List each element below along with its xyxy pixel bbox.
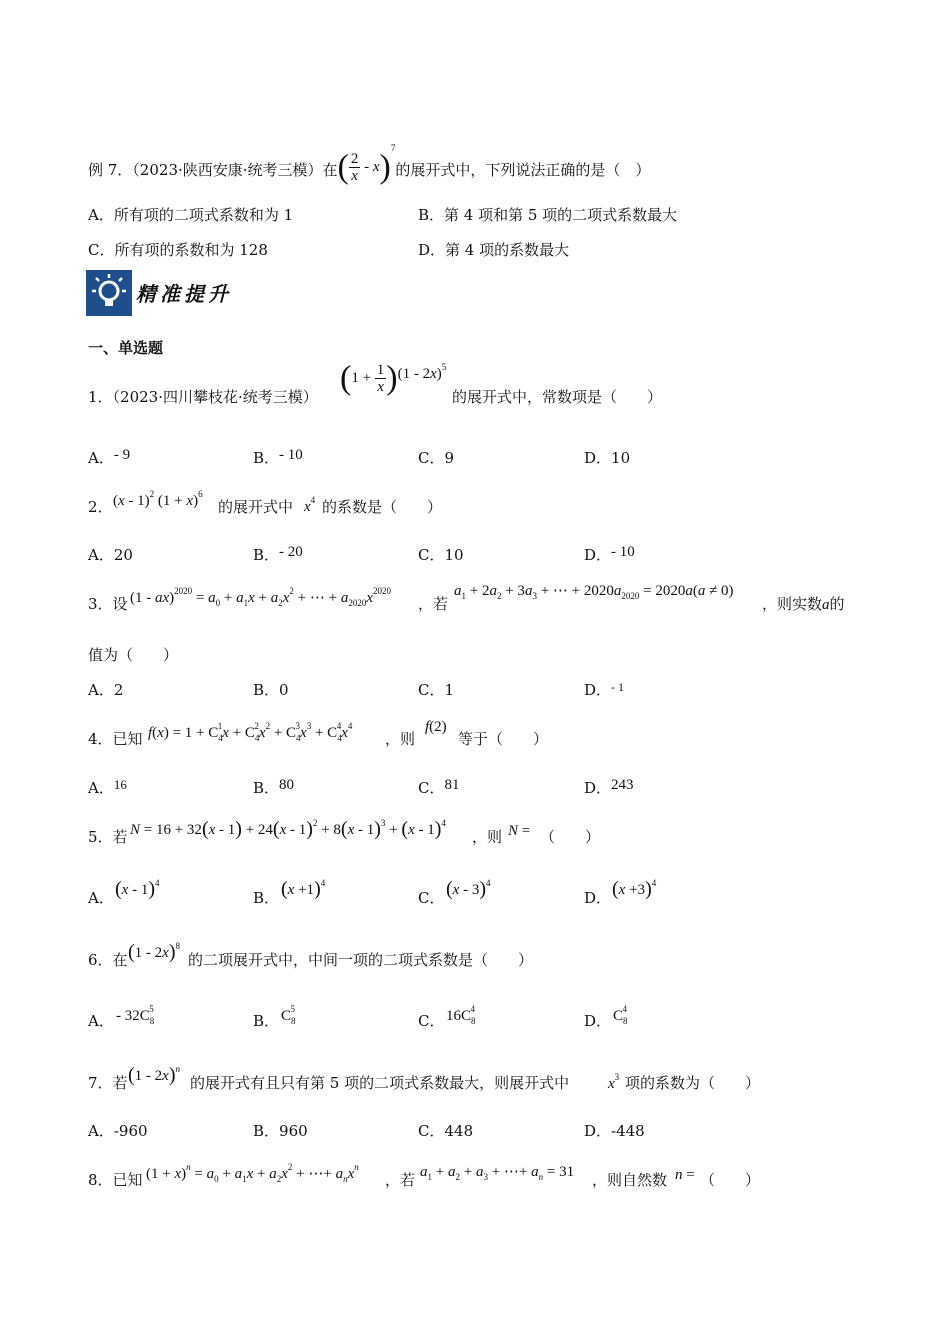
q8-condition: $a_1 + a_2 + a_3$ + ⋯+ $a_n = 31$ bbox=[420, 1164, 575, 1182]
example-7-prefix: 例 7．（2023·陕西安康·统考三模）在 bbox=[88, 161, 338, 179]
q5-suffix: （ ） bbox=[540, 828, 601, 846]
q4-option-a[interactable]: A．16 bbox=[88, 777, 127, 797]
q6-prefix: 6．在 bbox=[88, 951, 128, 969]
q1-option-b[interactable]: B．- 10 bbox=[253, 447, 303, 467]
q8-end: （ ） bbox=[700, 1171, 761, 1189]
q7-option-b[interactable]: B．960 bbox=[253, 1122, 308, 1140]
q3-option-a[interactable]: A．2 bbox=[88, 681, 124, 699]
q6-option-a[interactable]: A． bbox=[88, 1012, 114, 1030]
q4-option-c[interactable]: C．81 bbox=[418, 777, 460, 797]
q2-suffix: 的系数是（ ） bbox=[322, 498, 443, 516]
q2-prefix: 2． bbox=[88, 498, 113, 516]
q8-formula: $(1 + x)^n = a_0 + a_1x + a_2x^2$ + ⋯+ $a_nx^n$ bbox=[146, 1162, 359, 1184]
q2-mid: 的展开式中 bbox=[218, 498, 294, 516]
q7-term: $x^3$ bbox=[608, 1072, 620, 1092]
q6-suffix: 的二项展开式中，中间一项的二项式系数是（ ） bbox=[188, 951, 534, 969]
q3-option-d[interactable]: D．$^{- 1}$ bbox=[584, 680, 625, 699]
q2-term: $x^4$ bbox=[304, 495, 316, 515]
example-7-option-c[interactable]: C．所有项的系数和为 128 bbox=[88, 241, 268, 259]
q5-option-d[interactable]: D． bbox=[584, 889, 612, 907]
q3-suffix: ，则实数a的 bbox=[762, 595, 845, 613]
q3-formula-condition: $a_1 + 2a_2 + 3a_3$ + ⋯ + $2020a_{2020} = 2020a(a \ne 0)$ bbox=[454, 583, 734, 601]
q6-formula: (1 - 2x)$^8$ bbox=[128, 941, 181, 963]
q3-option-c[interactable]: C．1 bbox=[418, 681, 455, 699]
q7-suffix: 项的系数为（ ） bbox=[625, 1074, 761, 1092]
example-7-stem bbox=[88, 143, 650, 188]
q5-option-a-value: (x - 1)$^4$ bbox=[115, 878, 160, 900]
q4-f2: f(2) bbox=[425, 719, 447, 735]
q6-option-c[interactable]: C． bbox=[418, 1012, 445, 1030]
q5-option-c-value: (x - 3)$^4$ bbox=[446, 878, 491, 900]
section-title: 一、单选题 bbox=[88, 339, 164, 357]
q8-prefix: 8．已知 bbox=[88, 1171, 143, 1189]
example-7-suffix: 的展开式中，下列说法正确的是（ ） bbox=[395, 161, 651, 179]
banner-title: 精准提升 bbox=[136, 282, 232, 306]
q7-option-c[interactable]: C．448 bbox=[418, 1122, 474, 1140]
q3-line2: 值为（ ） bbox=[88, 646, 179, 664]
q5-mid: ，则 bbox=[472, 828, 503, 846]
q5-option-b-value: $(x +1)^4$ bbox=[281, 878, 326, 900]
q4-option-b[interactable]: B．80 bbox=[253, 777, 295, 797]
q4-mid: ，则 bbox=[385, 730, 416, 748]
q6-option-b[interactable]: B． bbox=[253, 1012, 280, 1030]
q1-option-c[interactable]: C．9 bbox=[418, 449, 455, 467]
q5-option-d-value: $(x +3)^4$ bbox=[612, 878, 657, 900]
q4-option-d[interactable]: D．243 bbox=[584, 777, 634, 797]
q8-suffix: ，则自然数 bbox=[592, 1171, 668, 1189]
q2-option-b[interactable]: B．- 20 bbox=[253, 544, 303, 564]
q3-formula-expansion: $(1 - ax)^{2020} = a_0 + a_1x + a_2x^2$ + ⋯ + $a_{2020}x^{2020}$ bbox=[130, 586, 392, 608]
q3-prefix: 3．设 bbox=[88, 595, 128, 613]
q4-prefix: 4．已知 bbox=[88, 730, 143, 748]
lightbulb-icon bbox=[86, 270, 132, 316]
q1-option-a[interactable]: A．- 9 bbox=[88, 447, 131, 467]
q6-option-c-value: $16C_8^4$ bbox=[446, 1004, 476, 1026]
q3-option-b[interactable]: B．0 bbox=[253, 681, 289, 699]
q7-option-d[interactable]: D．-448 bbox=[584, 1122, 645, 1140]
q1-prefix: 1．（2023·四川攀枝花·统考三模） bbox=[88, 388, 318, 406]
q5-formula: N = 16 + 32(x - 1) + 24(x - 1)$^2$ + 8(x - 1)$^3$ + (x - 1)$^4$ bbox=[130, 818, 446, 840]
q7-prefix: 7．若 bbox=[88, 1074, 128, 1092]
q6-option-a-value: - $32C_8^5$ bbox=[116, 1004, 155, 1026]
q6-option-d-value: $C_8^4$ bbox=[613, 1004, 628, 1026]
q2-option-d[interactable]: D．- 10 bbox=[584, 544, 635, 564]
q1-stem bbox=[88, 387, 318, 407]
q8-n: n = bbox=[675, 1167, 695, 1183]
q1-option-d[interactable]: D．10 bbox=[584, 449, 631, 467]
q1-formula: (1 + $\frac{1}{x}$ )(1 - 2x)$^5$ bbox=[340, 359, 447, 397]
example-7-option-d[interactable]: D．第 4 项的系数最大 bbox=[418, 241, 570, 259]
q5-option-b[interactable]: B． bbox=[253, 889, 280, 907]
q5-option-a[interactable]: A． bbox=[88, 889, 114, 907]
q3-mid: ，若 bbox=[418, 595, 449, 613]
example-7-formula: ( $\frac{2}{x}$ - x)$^7$ bbox=[337, 143, 396, 186]
q2-option-c[interactable]: C．10 bbox=[418, 546, 464, 564]
q2-formula: (x - 1)$^2$ $(1 + x)^6$ bbox=[113, 489, 203, 509]
q5-option-c[interactable]: C． bbox=[418, 889, 445, 907]
q4-suffix: 等于（ ） bbox=[458, 730, 549, 748]
q5-prefix: 5．若 bbox=[88, 828, 128, 846]
q2-option-a[interactable]: A．20 bbox=[88, 546, 133, 564]
q1-suffix: 的展开式中，常数项是（ ） bbox=[452, 388, 663, 406]
q7-mid: 的展开式有且只有第 5 项的二项式系数最大，则展开式中 bbox=[190, 1074, 570, 1092]
q7-option-a[interactable]: A．-960 bbox=[88, 1122, 148, 1140]
q6-option-d[interactable]: D． bbox=[584, 1012, 612, 1030]
example-7-option-a[interactable]: A．所有项的二项式系数和为 1 bbox=[88, 206, 294, 224]
q4-formula: $f(x) = 1 + C_4^1x + C_4^2x^2 + C_4^3x^3 + C_4^4x^4$ bbox=[148, 721, 353, 743]
q7-formula: (1 - 2x)$^n$ bbox=[128, 1064, 181, 1086]
q6-option-b-value: $C_8^5$ bbox=[281, 1004, 296, 1026]
q5-n: N = bbox=[508, 823, 531, 839]
example-7-option-b[interactable]: B．第 4 项和第 5 项的二项式系数最大 bbox=[418, 206, 678, 224]
q8-mid: ，若 bbox=[385, 1171, 416, 1189]
